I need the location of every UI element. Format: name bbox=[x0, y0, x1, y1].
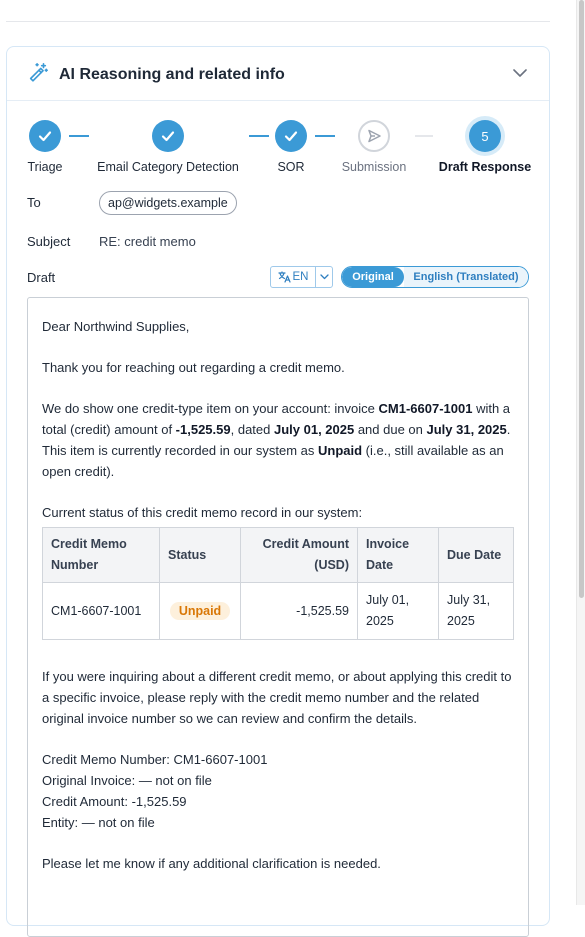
subject-label: Subject bbox=[27, 234, 71, 249]
text-segment: and due on bbox=[354, 422, 427, 437]
progress-stepper bbox=[7, 119, 551, 179]
column-header: Status bbox=[160, 528, 241, 583]
draft-paragraph-2 bbox=[42, 398, 514, 482]
check-icon bbox=[283, 128, 299, 144]
top-divider bbox=[6, 21, 550, 22]
draft-closing: Please let me know if any additional clarification is needed. bbox=[42, 856, 381, 871]
draft-paragraph-1: Thank you for reaching out regarding a credit memo. bbox=[42, 360, 345, 375]
column-header: Invoice Date bbox=[358, 528, 439, 583]
credit-memo-table bbox=[42, 527, 514, 640]
send-icon bbox=[366, 128, 382, 144]
cell-due-date: July 31, 2025 bbox=[439, 583, 514, 640]
step-label-submission: Submission bbox=[341, 160, 407, 174]
step-connector bbox=[69, 135, 89, 137]
panel-title: AI Reasoning and related info bbox=[59, 66, 285, 83]
text-segment: with a total (credit) amount of bbox=[42, 401, 511, 437]
ai-reasoning-panel bbox=[6, 46, 550, 926]
column-header: Credit Memo Number bbox=[43, 528, 160, 583]
draft-label: Draft bbox=[27, 270, 56, 285]
translate-icon bbox=[278, 271, 291, 283]
cell-invoice-date: July 01, 2025 bbox=[358, 583, 439, 640]
summary-line: Credit Amount: -1,525.59 bbox=[42, 794, 187, 809]
credit-summary bbox=[42, 749, 514, 833]
toggle-translated[interactable]: English (Translated) bbox=[404, 267, 528, 287]
summary-line: Entity: — not on file bbox=[42, 815, 155, 830]
language-button[interactable] bbox=[271, 267, 316, 287]
status-badge: Unpaid bbox=[170, 602, 230, 620]
due-date: July 31, 2025 bbox=[426, 422, 507, 437]
invoice-number: CM1-6607-1001 bbox=[378, 401, 473, 416]
text-segment: , dated bbox=[230, 422, 274, 437]
chevron-down-icon[interactable] bbox=[513, 68, 527, 78]
step-sor[interactable] bbox=[275, 120, 307, 152]
step-label-email-category-detection: Email Category Detection bbox=[97, 160, 239, 174]
column-header: Due Date bbox=[439, 528, 514, 583]
invoice-date: July 01, 2025 bbox=[273, 422, 355, 437]
draft-greeting: Dear Northwind Supplies, bbox=[42, 319, 190, 334]
draft-paragraph-3: Current status of this credit memo record in our system: bbox=[42, 505, 363, 520]
check-icon bbox=[160, 128, 176, 144]
step-label-sor: SOR bbox=[277, 160, 305, 174]
text-segment: We do show one credit-type item on your account: invoice bbox=[42, 401, 379, 416]
subject-value: RE: credit memo bbox=[99, 234, 196, 249]
chevron-down-icon bbox=[320, 274, 329, 280]
translation-toggle bbox=[341, 266, 529, 288]
step-draft-response[interactable]: 5 bbox=[469, 120, 501, 152]
draft-body[interactable] bbox=[27, 297, 529, 937]
draft-paragraph-4: If you were inquiring about a different credit memo, or about applying this credit to a specific invoice, please reply with the credit memo number and the related original invoice number so we can review and confirm the details. bbox=[42, 669, 512, 726]
step-connector bbox=[249, 135, 269, 137]
step-label-triage: Triage bbox=[27, 160, 63, 174]
credit-amount: -1,525.59 bbox=[175, 422, 231, 437]
language-dropdown-toggle[interactable] bbox=[316, 274, 332, 280]
text-segment: . This item is currently recorded in our system as bbox=[42, 422, 511, 458]
recipient-chip[interactable]: ap@widgets.example bbox=[99, 191, 237, 215]
toggle-original[interactable]: Original bbox=[342, 267, 404, 287]
cell-status bbox=[160, 583, 241, 640]
to-label: To bbox=[27, 195, 41, 210]
text-segment: (i.e., still available as an open credit). bbox=[42, 443, 504, 479]
language-selector[interactable] bbox=[270, 266, 333, 288]
summary-line: Original Invoice: — not on file bbox=[42, 773, 212, 788]
step-email-category-detection[interactable] bbox=[152, 120, 184, 152]
table-header-row bbox=[43, 528, 514, 583]
check-icon bbox=[37, 128, 53, 144]
cell-credit-memo-number: CM1-6607-1001 bbox=[43, 583, 160, 640]
panel-header[interactable] bbox=[7, 47, 549, 101]
step-connector bbox=[415, 135, 433, 137]
step-label-draft-response: Draft Response bbox=[438, 160, 532, 174]
table-row bbox=[43, 583, 514, 640]
step-connector bbox=[315, 135, 335, 137]
column-header: Credit Amount (USD) bbox=[241, 528, 358, 583]
scrollbar[interactable] bbox=[576, 0, 585, 905]
scrollbar-thumb[interactable] bbox=[579, 0, 584, 598]
summary-line: Credit Memo Number: CM1-6607-1001 bbox=[42, 752, 268, 767]
cell-credit-amount: -1,525.59 bbox=[241, 583, 358, 640]
magic-wand-icon bbox=[27, 62, 49, 84]
language-code: EN bbox=[292, 271, 309, 283]
status-text: Unpaid bbox=[317, 443, 363, 458]
step-submission[interactable] bbox=[358, 120, 390, 152]
step-triage[interactable] bbox=[29, 120, 61, 152]
